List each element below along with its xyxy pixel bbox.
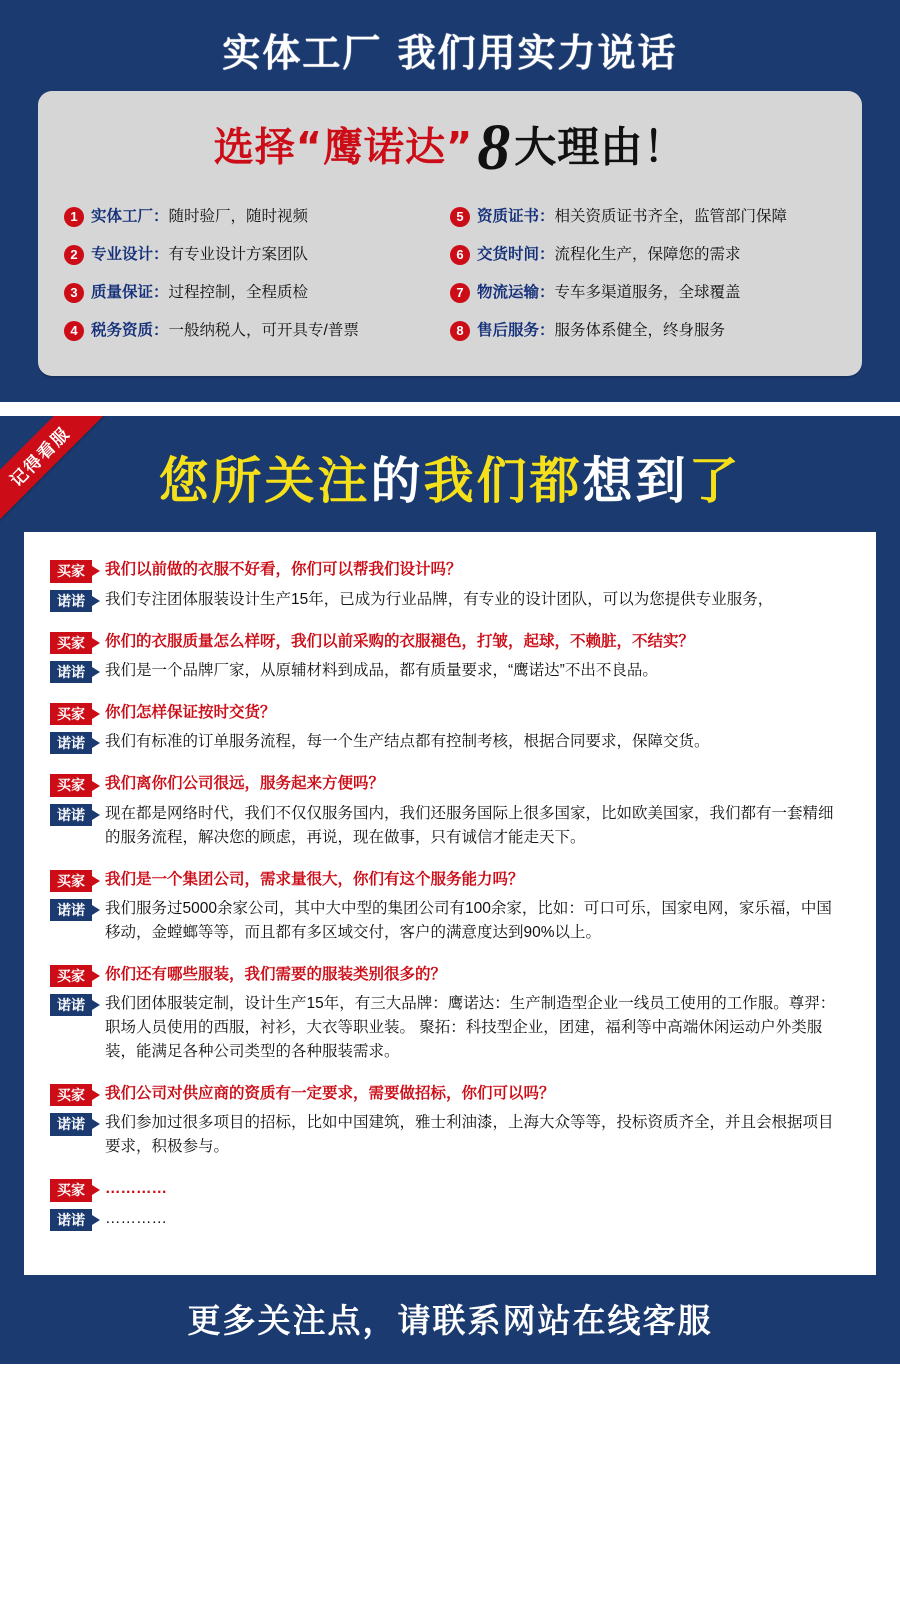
- reason-item: [450, 274, 836, 312]
- reason-value: 过程控制，全程质检: [168, 284, 309, 302]
- reason-item: [64, 274, 450, 312]
- answer-row: [50, 730, 846, 754]
- faq-heading: [0, 416, 900, 532]
- reply-tag: 诺诺: [50, 732, 92, 754]
- reason-value: 有专业设计方案团队: [168, 246, 309, 264]
- reason-number-badge: 5: [450, 207, 470, 227]
- reply-tag: 诺诺: [50, 804, 92, 826]
- answer-row: [50, 897, 846, 945]
- qa-block: [50, 963, 846, 1064]
- answer-text: 我们参加过很多项目的招标，比如中国建筑，雅士利油漆，上海大众等等，投标资质齐全，并且会根据项目要求，积极参与。: [105, 1114, 834, 1156]
- faq-heading-part2: 的: [370, 452, 424, 511]
- answer-row: [50, 588, 846, 612]
- question-text: 我们离你们公司很远，服务起来方便吗？: [105, 775, 385, 793]
- reasons-title-black: 大理由！: [514, 122, 687, 172]
- reason-key: 实体工厂：: [91, 208, 169, 226]
- reply-tag: 诺诺: [50, 590, 92, 612]
- reply-tag: 诺诺: [50, 1209, 92, 1231]
- buyer-tag: 买家: [50, 632, 92, 654]
- qa-block: [50, 701, 846, 754]
- answer-text: 我们是一个品牌厂家，从原辅材料到成品，都有质量要求，“鹰诺达”不出不良品。: [105, 661, 658, 679]
- reason-key: 税务资质：: [91, 322, 169, 340]
- answer-row: [50, 1207, 846, 1231]
- question-row: [50, 772, 846, 796]
- reason-item: [450, 198, 836, 236]
- faq-card: [24, 532, 876, 1274]
- reason-text: [91, 319, 446, 343]
- reason-text: [477, 205, 832, 229]
- reply-tag: 诺诺: [50, 994, 92, 1016]
- reason-text: [91, 281, 446, 305]
- reason-number-badge: 4: [64, 321, 84, 341]
- question-row: [50, 701, 846, 725]
- reason-key: 物流运输：: [477, 284, 555, 302]
- reply-tag: 诺诺: [50, 899, 92, 921]
- reason-value: 一般纳税人，可开具专/普票: [168, 322, 359, 340]
- qa-block: [50, 1082, 846, 1159]
- reasons-grid: [64, 198, 836, 350]
- reason-key: 交货时间：: [477, 246, 555, 264]
- reply-tag: 诺诺: [50, 661, 92, 683]
- reason-key: 质量保证：: [91, 284, 169, 302]
- reason-value: 服务体系健全，终身服务: [554, 322, 726, 340]
- qa-block: [50, 558, 846, 611]
- reason-number-badge: 2: [64, 245, 84, 265]
- top-banner-title: 实体工厂 我们用实力说话: [222, 31, 678, 75]
- answer-row: [50, 659, 846, 683]
- qa-block: [50, 1177, 846, 1230]
- question-text: 你们的衣服质量怎么样呀，我们以前采购的衣服褪色，打皱，起球，不赖脏，不结实？: [105, 632, 695, 650]
- buyer-tag: 买家: [50, 965, 92, 987]
- reason-key: 专业设计：: [91, 246, 169, 264]
- faq-section: [0, 416, 900, 1363]
- reply-tag: 诺诺: [50, 1113, 92, 1135]
- reason-item: [64, 236, 450, 274]
- reason-item: [450, 236, 836, 274]
- buyer-tag: 买家: [50, 870, 92, 892]
- question-row: [50, 963, 846, 987]
- question-row: [50, 1082, 846, 1106]
- reason-text: [91, 243, 446, 267]
- faq-heading-part5: 了: [688, 452, 742, 511]
- answer-row: [50, 992, 846, 1064]
- reason-number-badge: 7: [450, 283, 470, 303]
- buyer-tag: 买家: [50, 703, 92, 725]
- faq-heading-part4: 想到: [582, 452, 689, 511]
- reason-key: 资质证书：: [477, 208, 555, 226]
- reason-text: [477, 243, 832, 267]
- reason-text: [91, 205, 446, 229]
- reason-key: 售后服务：: [477, 322, 555, 340]
- answer-row: [50, 1111, 846, 1159]
- reason-number-badge: 1: [64, 207, 84, 227]
- question-text: 你们怎样保证按时交货？: [105, 704, 276, 722]
- qa-block: [50, 772, 846, 849]
- question-text: …………: [105, 1180, 167, 1198]
- answer-text: 我们服务过5000余家公司，其中大中型的集团公司有100余家，比如：可口可乐，国家电网，家乐福，中国移动，金螳螂等等，而且都有多区域交付，客户的满意度达到90%以上。: [105, 899, 832, 941]
- buyer-tag: 买家: [50, 560, 92, 582]
- reason-value: 随时验厂，随时视频: [168, 208, 309, 226]
- question-row: [50, 868, 846, 892]
- reason-number-badge: 8: [450, 321, 470, 341]
- answer-text: 现在都是网络时代，我们不仅仅服务国内，我们还服务国际上很多国家，比如欧美国家，我们都有一套精细的服务流程，解决您的顾虑，再说，现在做事，只有诚信才能走天下。: [105, 804, 834, 846]
- reason-value: 流程化生产，保障您的需求: [554, 246, 741, 264]
- reasons-card: [38, 91, 862, 376]
- answer-text: …………: [105, 1209, 167, 1227]
- reason-number-badge: 6: [450, 245, 470, 265]
- reason-number-badge: 3: [64, 283, 84, 303]
- reasons-title-red: 选择“鹰诺达”: [213, 124, 474, 171]
- reason-text: [477, 319, 832, 343]
- reason-item: [64, 198, 450, 236]
- question-row: [50, 558, 846, 582]
- section-divider: [0, 402, 900, 416]
- buyer-tag: 买家: [50, 1084, 92, 1106]
- question-row: [50, 630, 846, 654]
- corner-ribbon-label: 记得看服: [0, 416, 111, 528]
- buyer-tag: 买家: [50, 774, 92, 796]
- reason-text: [477, 281, 832, 305]
- question-row: [50, 1177, 846, 1201]
- faq-heading-part3: 我们都: [423, 452, 583, 511]
- answer-text: 我们专注团体服装设计生产15年，已成为行业品牌，有专业的设计团队，可以为您提供专业服务，: [105, 590, 774, 608]
- reason-value: 专车多渠道服务，全球覆盖: [554, 284, 741, 302]
- question-text: 我们公司对供应商的资质有一定要求，需要做招标，你们可以吗？: [105, 1085, 555, 1103]
- reasons-title: [64, 113, 836, 182]
- answer-row: [50, 802, 846, 850]
- reasons-title-number: 8: [477, 111, 511, 184]
- answer-text: 我们有标准的订单服务流程，每一个生产结点都有控制考核，根据合同要求，保障交货。: [105, 733, 710, 751]
- answer-text: 我们团体服装定制，设计生产15年，有三大品牌：鹰诺达：生产制造型企业一线员工使用的工作服。尊羿：职场人员使用的西服，衬衫，大衣等职业装。 聚拓：科技型企业，团建，福利等中高端休闲运动户外类服装，能满足各种公司类型的各种服装需求。: [105, 995, 836, 1061]
- reason-value: 相关资质证书齐全，监管部门保障: [554, 208, 788, 226]
- faq-heading-part1: 您所关注: [158, 452, 371, 511]
- reason-item: [64, 312, 450, 350]
- reasons-section: [0, 0, 900, 402]
- qa-block: [50, 630, 846, 683]
- faq-footer-text: 更多关注点，请联系网站在线客服: [187, 1300, 713, 1340]
- buyer-tag: 买家: [50, 1179, 92, 1201]
- question-text: 我们是一个集团公司，需求量很大，你们有这个服务能力吗？: [105, 870, 524, 888]
- reason-item: [450, 312, 836, 350]
- question-text: 我们以前做的衣服不好看，你们可以帮我们设计吗？: [105, 561, 462, 579]
- qa-block: [50, 868, 846, 945]
- question-text: 你们还有哪些服装，我们需要的服装类别很多的？: [105, 965, 447, 983]
